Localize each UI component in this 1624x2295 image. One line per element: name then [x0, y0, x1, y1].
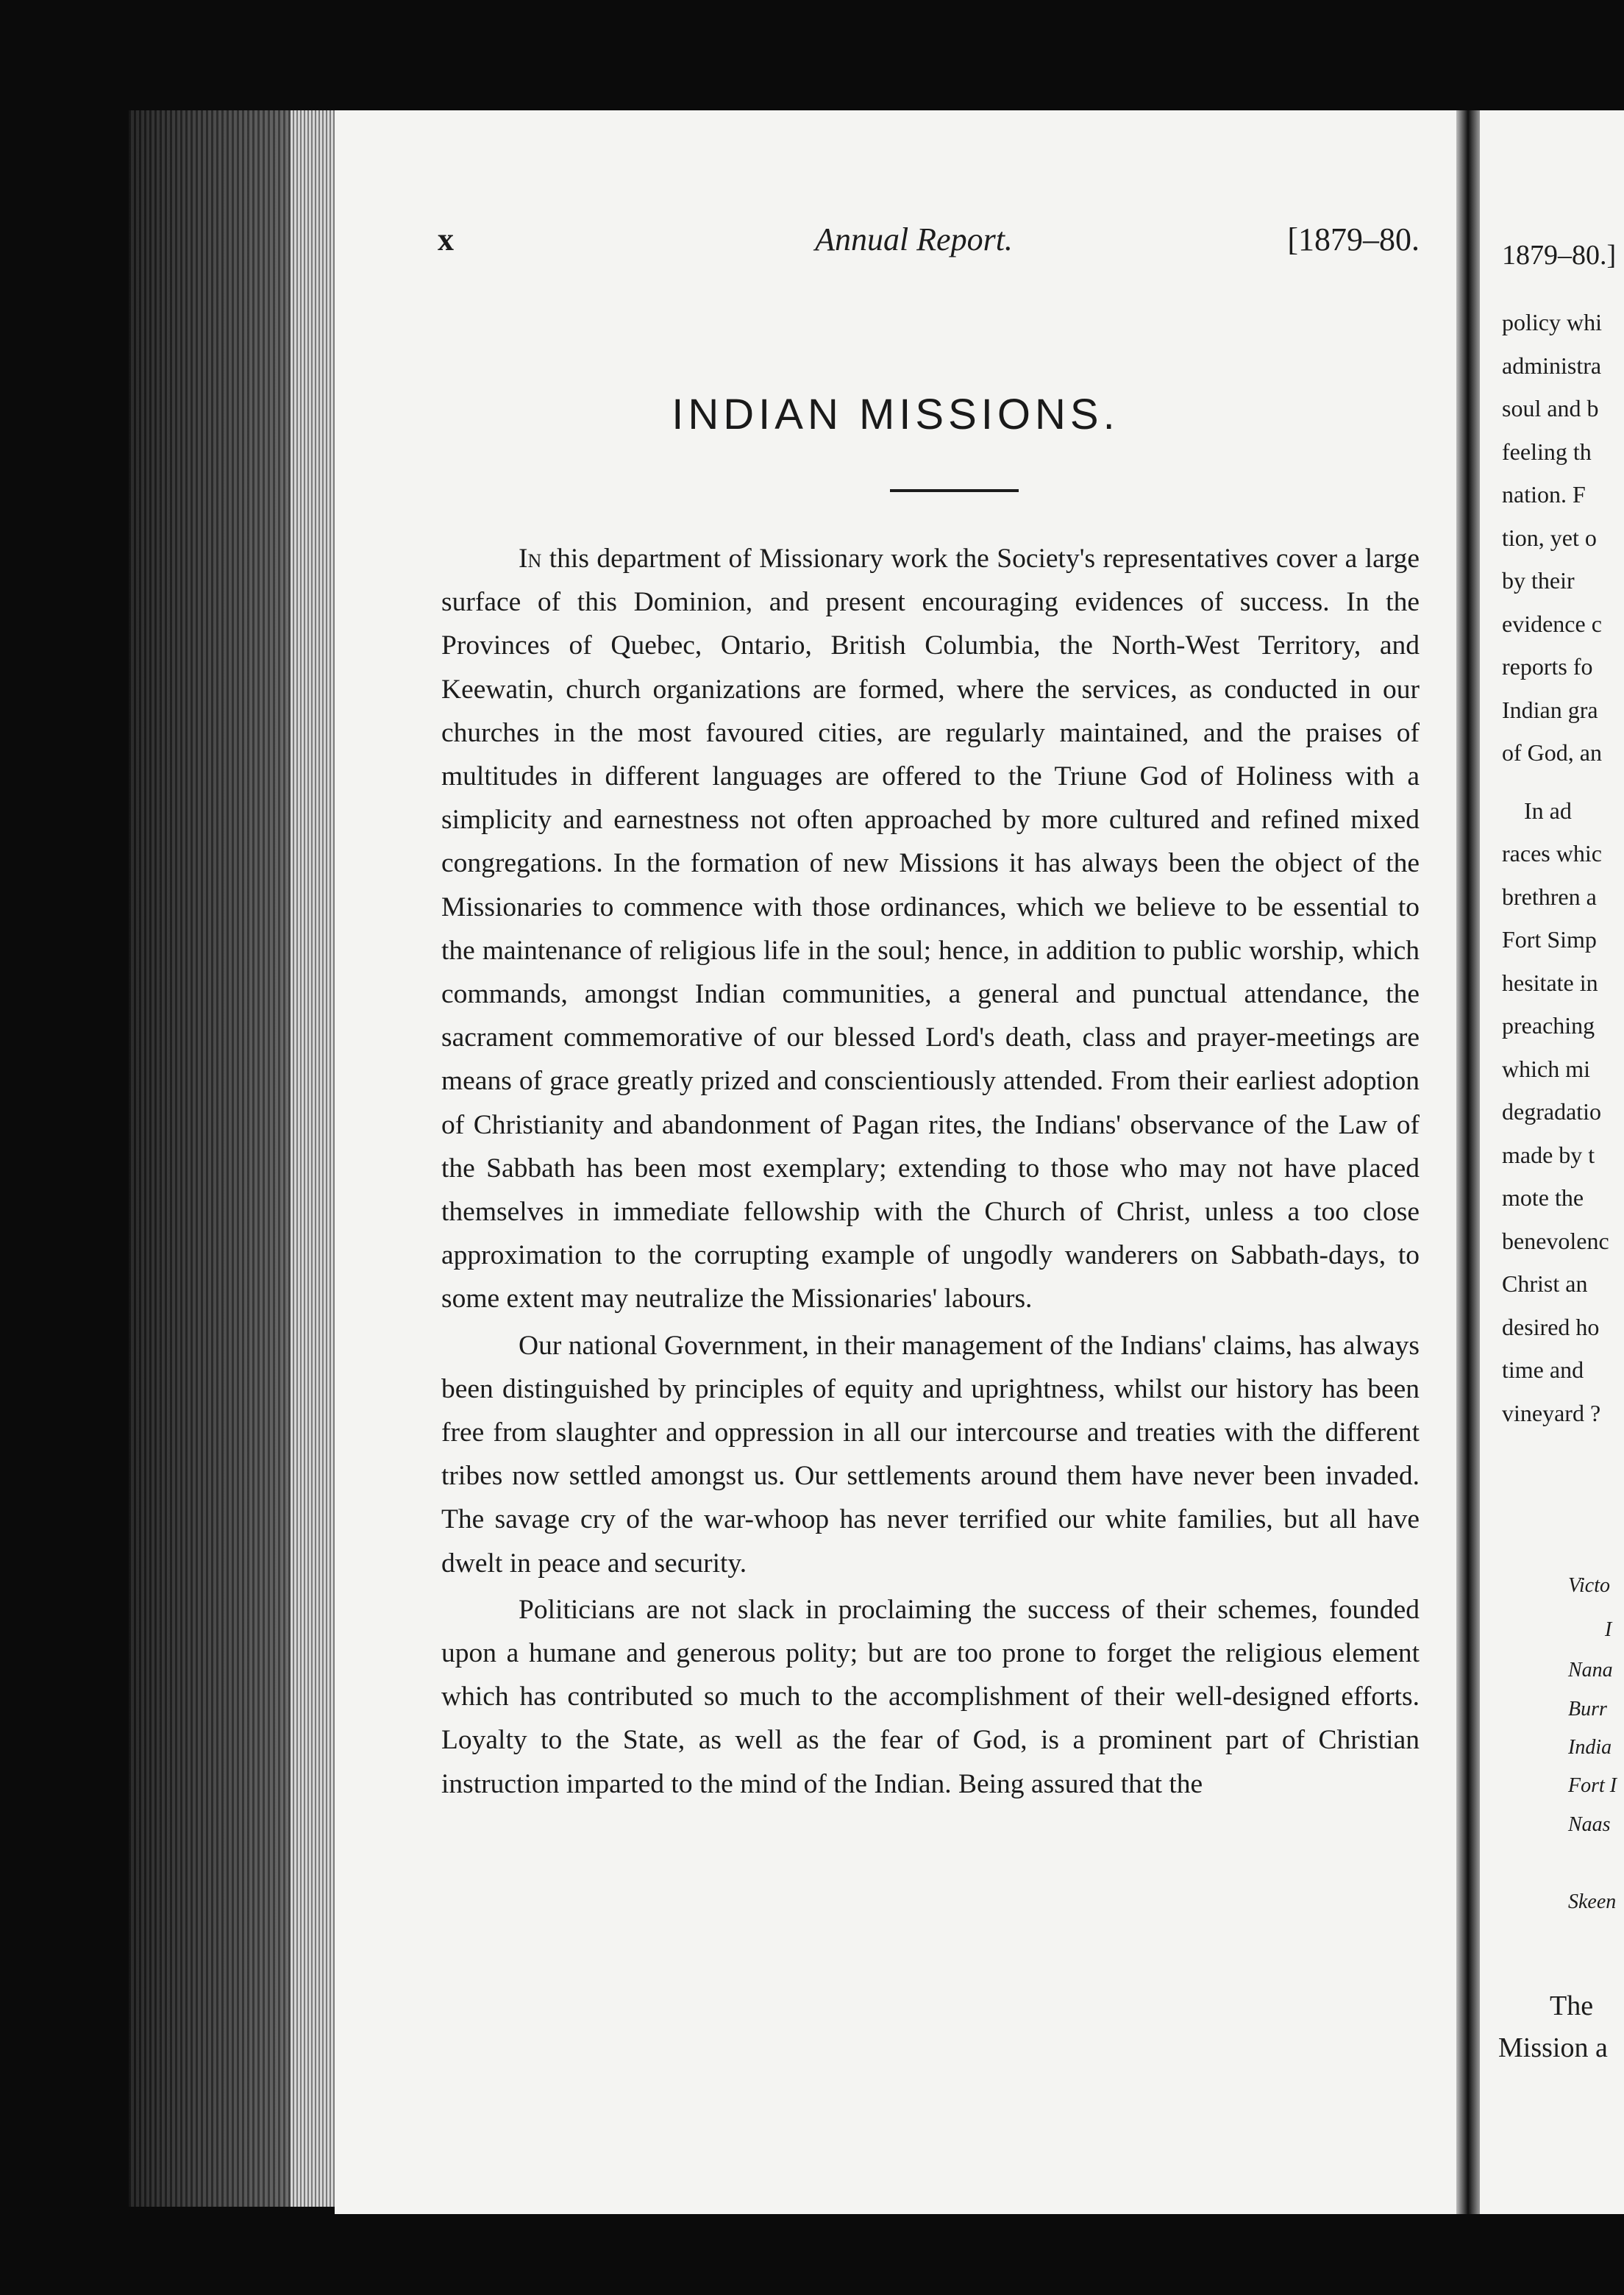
facing-line: feeling th: [1502, 438, 1592, 465]
paragraph-3: Politicians are not slack in proclaiming the success of their schemes, founded upon a humane and generous polity; but are too prone to forget the religious element which has contributed so much to the accomplishment of their well-designed efforts. Loyalty to the State, as well as the fear of God, is a prominent part of Christian instruction imparted to the mind of the Indian. Being assured that the: [441, 1594, 1420, 1799]
facing-bottom-line: The: [1550, 1990, 1594, 2021]
facing-line: desired ho: [1502, 1313, 1600, 1340]
paragraph-1: [441, 537, 1420, 1321]
facing-line: made by t: [1502, 1141, 1595, 1168]
facing-italic-line: Fort I: [1568, 1774, 1617, 1797]
facing-line: evidence c: [1502, 610, 1602, 637]
facing-line: vineyard ?: [1502, 1399, 1601, 1426]
facing-line: policy whi: [1502, 309, 1602, 335]
running-title: Annual Report.: [815, 221, 1013, 257]
paragraph-1-text: this department of Missionary work the Society's representatives cover a large surface of this Dominion, and present encouraging evidences of success. In the Provinces of Quebec, Ontario, British Columbia, the North-West Territory, and Keewatin, church organizations are formed, where the services, as conducted in our churches in the most favoured cities, are regularly maintained, and the praises of multitudes in different languages are offered to the Triune God of Holiness with a simplicity and earnestness not often approached by more cultured and refined mixed congregations. In the formation of new Missions it has always been the object of the Missionaries to commence with those ordinances, which we believe to be essential to the maintenance of religious life in the soul; hence, in addition to public worship, which commands, amongst Indian communities, a general and punctual attendance, the sacrament commemorative of our blessed Lord's death, class and prayer-meetings are means of grace greatly prized and conscientiously attended. From their earliest adoption of Christianity and abandonment of Pagan rites, the Indians' observance of the Law of the Sabbath has been most exemplary; extending to those who may not have placed themselves in immediate fellowship with the Church of Christ, unless a too close approximation to the corrupting example of ungodly wanderers on Sabbath-days, to some extent may neutralize the Missionaries' labours.: [441, 544, 1420, 1314]
paragraph-2: Our national Government, in their management of the Indians' claims, has always been distinguished by principles of equity and uprightness, whilst our history has been free from slaughter and oppression in all our intercourse and treaties with the different tribes now settled amongst us. Our settlements around them have never been invaded. The savage cry of the war-whoop has never terrified our white families, but all have dwelt in peace and security.: [441, 1330, 1420, 1579]
facing-line: preaching: [1502, 1012, 1595, 1039]
facing-line: time and: [1502, 1356, 1584, 1383]
body-text: [441, 537, 1420, 1809]
title-rule: [890, 489, 1019, 492]
facing-italic-line: I: [1605, 1618, 1612, 1641]
section-title: INDIAN MISSIONS.: [672, 391, 1119, 438]
facing-italic-line: Skeen: [1568, 1890, 1617, 1913]
facing-line: hesitate in: [1502, 969, 1598, 996]
facing-line: races whic: [1502, 840, 1602, 867]
facing-line: brethren a: [1502, 883, 1597, 910]
facing-line: tion, yet o: [1502, 524, 1597, 551]
facing-line: of God, an: [1502, 739, 1602, 766]
facing-line: degradatio: [1502, 1098, 1602, 1125]
facing-line: benevolenc: [1502, 1227, 1609, 1254]
facing-italic-line: Victo: [1568, 1574, 1611, 1597]
running-header: [335, 221, 1456, 272]
facing-page: [1480, 110, 1624, 2214]
facing-italic-line: Burr: [1568, 1698, 1607, 1721]
book-gutter: [1456, 110, 1480, 2214]
facing-line: mote the: [1502, 1184, 1584, 1211]
year-range: [1879–80.: [1287, 221, 1420, 257]
facing-line: soul and b: [1502, 395, 1599, 421]
facing-line: by their: [1502, 567, 1575, 594]
facing-italic-line: Naas: [1568, 1813, 1611, 1836]
left-page: [335, 110, 1456, 2214]
facing-line: reports fo: [1502, 653, 1593, 680]
facing-italic-line: Nana: [1568, 1659, 1613, 1682]
page-numeral: x: [438, 221, 454, 257]
facing-header: 1879–80.]: [1502, 240, 1617, 271]
facing-line: nation. F: [1502, 481, 1586, 508]
facing-line: Indian gra: [1502, 696, 1598, 723]
facing-line: which mi: [1502, 1055, 1590, 1082]
facing-italic-line: India: [1568, 1736, 1612, 1759]
facing-line: Fort Simp: [1502, 926, 1597, 953]
drop-lead: In: [519, 544, 542, 574]
facing-line: administra: [1502, 352, 1602, 379]
facing-line: In ad: [1524, 797, 1572, 824]
facing-bottom-line: Mission a: [1498, 2032, 1608, 2063]
book-page-edges: [129, 110, 335, 2207]
facing-line: Christ an: [1502, 1270, 1588, 1297]
